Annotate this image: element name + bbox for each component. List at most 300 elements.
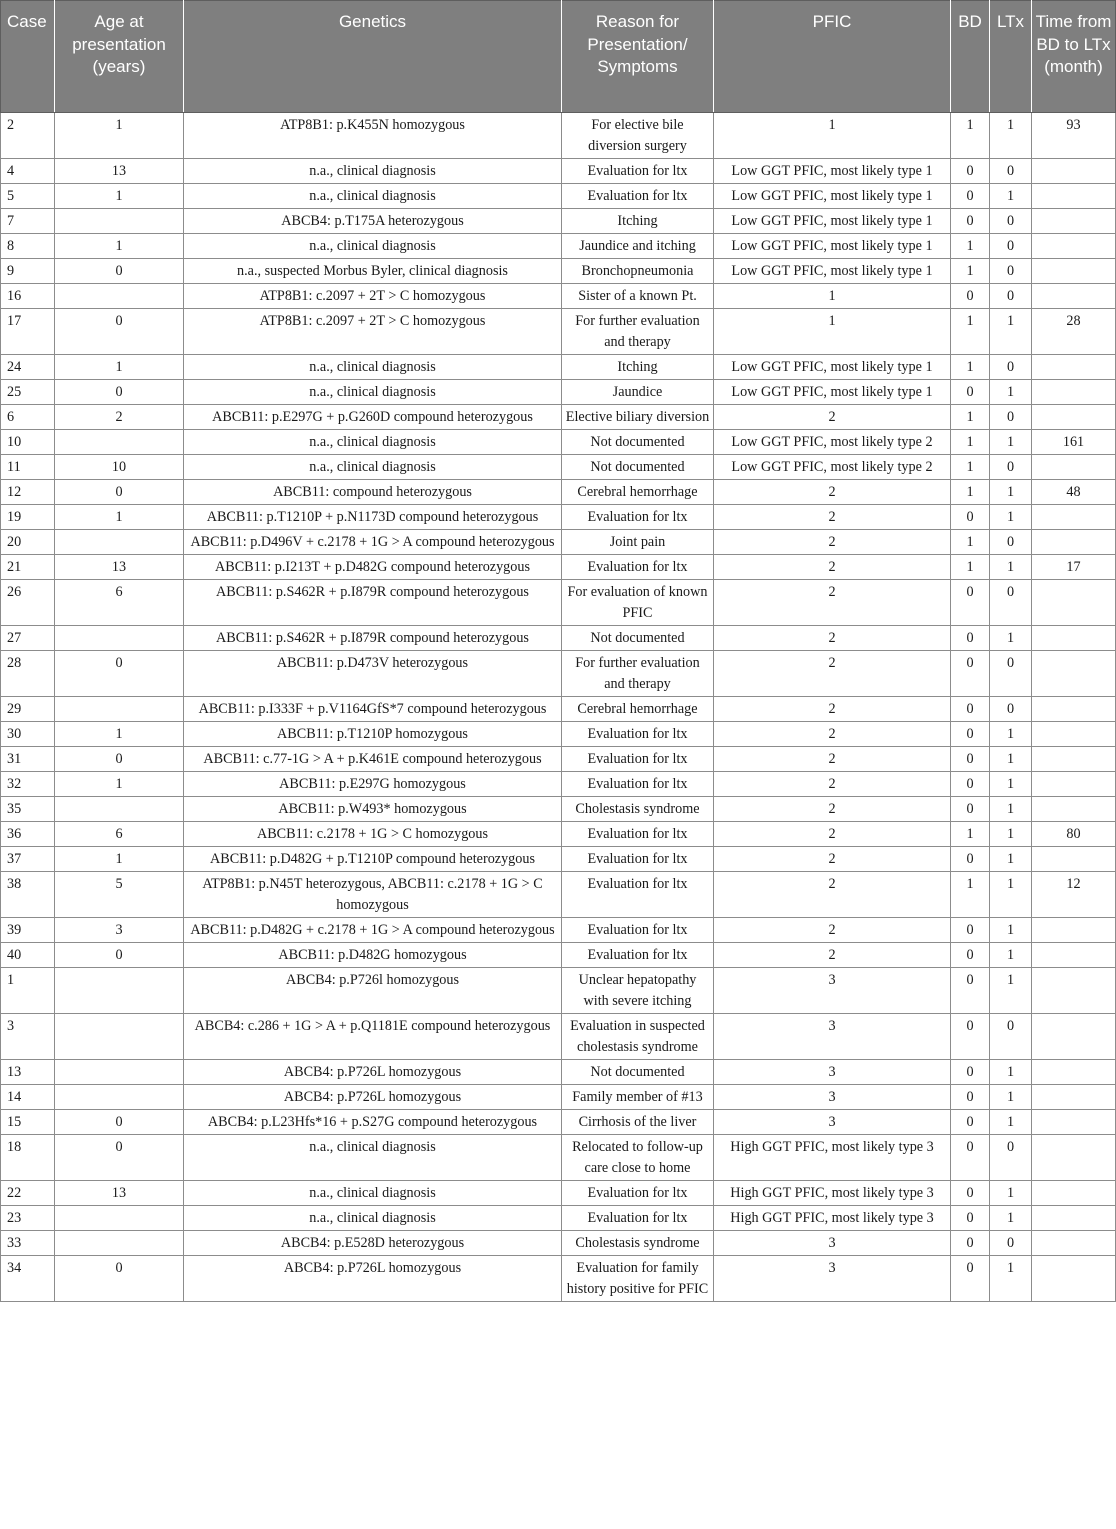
cell-time-bd-ltx: [1032, 234, 1116, 259]
cell-reason: Jaundice: [562, 380, 714, 405]
cell-genetics: n.a., clinical diagnosis: [184, 1206, 562, 1231]
column-header-pfic: PFIC: [714, 1, 951, 113]
cell-time-bd-ltx: [1032, 697, 1116, 722]
cell-genetics: ATP8B1: p.N45T heterozygous, ABCB11: c.2178 + 1G > C homozygous: [184, 872, 562, 918]
cell-bd: 1: [951, 822, 990, 847]
cell-reason: Evaluation for ltx: [562, 872, 714, 918]
cell-ltx: 0: [990, 234, 1032, 259]
cell-reason: Not documented: [562, 455, 714, 480]
cell-age: [55, 1231, 184, 1256]
cell-genetics: n.a., clinical diagnosis: [184, 234, 562, 259]
cell-age: [55, 626, 184, 651]
cell-pfic: 1: [714, 284, 951, 309]
cell-reason: Not documented: [562, 430, 714, 455]
cell-ltx: 0: [990, 1231, 1032, 1256]
table-row: [1, 1256, 1116, 1302]
cell-case: 35: [1, 797, 55, 822]
cell-age: 0: [55, 1256, 184, 1302]
table-row: [1, 1181, 1116, 1206]
cell-pfic: Low GGT PFIC, most likely type 2: [714, 430, 951, 455]
cell-case: 2: [1, 113, 55, 159]
cell-case: 38: [1, 872, 55, 918]
cell-bd: 1: [951, 555, 990, 580]
cell-ltx: 1: [990, 918, 1032, 943]
cell-age: 1: [55, 113, 184, 159]
cell-bd: 0: [951, 1206, 990, 1231]
table-row: [1, 1135, 1116, 1181]
cell-genetics: ABCB11: p.D482G + p.T1210P compound heterozygous: [184, 847, 562, 872]
table-row: [1, 1231, 1116, 1256]
cell-age: 6: [55, 822, 184, 847]
cell-age: [55, 697, 184, 722]
cell-reason: Cholestasis syndrome: [562, 1231, 714, 1256]
cell-time-bd-ltx: [1032, 722, 1116, 747]
cell-pfic: 2: [714, 872, 951, 918]
column-header-age: Age at presentation (years): [55, 1, 184, 113]
cell-bd: 0: [951, 184, 990, 209]
cell-time-bd-ltx: [1032, 1060, 1116, 1085]
cell-bd: 1: [951, 455, 990, 480]
cell-time-bd-ltx: [1032, 355, 1116, 380]
cell-bd: 0: [951, 1135, 990, 1181]
cell-pfic: 2: [714, 797, 951, 822]
table-row: [1, 1060, 1116, 1085]
cell-genetics: n.a., clinical diagnosis: [184, 184, 562, 209]
cell-bd: 1: [951, 234, 990, 259]
cell-reason: Evaluation for ltx: [562, 747, 714, 772]
cell-ltx: 1: [990, 747, 1032, 772]
cell-reason: For further evaluation and therapy: [562, 651, 714, 697]
table-row: [1, 355, 1116, 380]
column-header-ltx: LTx: [990, 1, 1032, 113]
cell-genetics: ABCB11: p.S462R + p.I879R compound heterozygous: [184, 580, 562, 626]
cell-reason: Evaluation for ltx: [562, 847, 714, 872]
cell-bd: 0: [951, 1085, 990, 1110]
table-row: [1, 184, 1116, 209]
cell-pfic: 3: [714, 1085, 951, 1110]
cell-pfic: 1: [714, 113, 951, 159]
cell-case: 8: [1, 234, 55, 259]
cell-age: 0: [55, 943, 184, 968]
column-header-bd: BD: [951, 1, 990, 113]
table-row: [1, 626, 1116, 651]
cell-time-bd-ltx: [1032, 530, 1116, 555]
cell-genetics: n.a., clinical diagnosis: [184, 355, 562, 380]
cell-reason: Evaluation for ltx: [562, 943, 714, 968]
cell-reason: Joint pain: [562, 530, 714, 555]
cell-bd: 0: [951, 651, 990, 697]
cell-reason: Evaluation for ltx: [562, 159, 714, 184]
cell-age: 1: [55, 505, 184, 530]
cell-pfic: Low GGT PFIC, most likely type 1: [714, 159, 951, 184]
table-row: [1, 234, 1116, 259]
cell-time-bd-ltx: [1032, 797, 1116, 822]
table-row: [1, 505, 1116, 530]
cell-time-bd-ltx: 48: [1032, 480, 1116, 505]
cell-time-bd-ltx: [1032, 259, 1116, 284]
cell-case: 1: [1, 968, 55, 1014]
cell-case: 25: [1, 380, 55, 405]
cell-time-bd-ltx: 28: [1032, 309, 1116, 355]
cell-ltx: 0: [990, 455, 1032, 480]
cell-pfic: 3: [714, 1060, 951, 1085]
cell-ltx: 1: [990, 309, 1032, 355]
cell-time-bd-ltx: [1032, 405, 1116, 430]
cell-age: [55, 797, 184, 822]
cell-case: 39: [1, 918, 55, 943]
cell-reason: Evaluation for ltx: [562, 1206, 714, 1231]
header-row: [1, 1, 1116, 113]
cell-time-bd-ltx: [1032, 968, 1116, 1014]
cell-pfic: 2: [714, 480, 951, 505]
cell-reason: Evaluation for ltx: [562, 722, 714, 747]
cell-reason: Evaluation for ltx: [562, 772, 714, 797]
cell-genetics: n.a., clinical diagnosis: [184, 455, 562, 480]
table-row: [1, 284, 1116, 309]
cell-pfic: 2: [714, 405, 951, 430]
cell-bd: 0: [951, 772, 990, 797]
cell-bd: 1: [951, 355, 990, 380]
cell-age: 1: [55, 184, 184, 209]
cell-pfic: 1: [714, 309, 951, 355]
cell-age: [55, 1014, 184, 1060]
cell-pfic: 2: [714, 697, 951, 722]
cell-genetics: ABCB11: c.2178 + 1G > C homozygous: [184, 822, 562, 847]
column-header-time-bd-ltx: Time from BD to LTx (month): [1032, 1, 1116, 113]
cell-time-bd-ltx: [1032, 1135, 1116, 1181]
table-row: [1, 968, 1116, 1014]
cell-pfic: High GGT PFIC, most likely type 3: [714, 1181, 951, 1206]
cell-ltx: 1: [990, 872, 1032, 918]
cell-age: 0: [55, 309, 184, 355]
cell-reason: Evaluation for ltx: [562, 555, 714, 580]
cell-pfic: Low GGT PFIC, most likely type 1: [714, 259, 951, 284]
cell-genetics: n.a., clinical diagnosis: [184, 430, 562, 455]
cell-ltx: 1: [990, 1256, 1032, 1302]
cell-reason: Evaluation for ltx: [562, 184, 714, 209]
cell-genetics: ABCB4: p.P726l homozygous: [184, 968, 562, 1014]
cell-case: 24: [1, 355, 55, 380]
table-row: [1, 405, 1116, 430]
cell-ltx: 0: [990, 284, 1032, 309]
cell-bd: 0: [951, 380, 990, 405]
cell-genetics: ATP8B1: p.K455N homozygous: [184, 113, 562, 159]
cell-reason: Sister of a known Pt.: [562, 284, 714, 309]
cell-bd: 1: [951, 309, 990, 355]
cell-case: 12: [1, 480, 55, 505]
cell-case: 26: [1, 580, 55, 626]
cell-pfic: High GGT PFIC, most likely type 3: [714, 1135, 951, 1181]
cell-bd: 0: [951, 505, 990, 530]
table-row: [1, 159, 1116, 184]
cell-bd: 1: [951, 480, 990, 505]
cell-reason: Cerebral hemorrhage: [562, 697, 714, 722]
cell-pfic: 2: [714, 580, 951, 626]
cell-age: 1: [55, 234, 184, 259]
cell-reason: Family member of #13: [562, 1085, 714, 1110]
cell-case: 23: [1, 1206, 55, 1231]
cell-reason: Cerebral hemorrhage: [562, 480, 714, 505]
cell-age: [55, 1085, 184, 1110]
cell-time-bd-ltx: [1032, 747, 1116, 772]
cell-bd: 0: [951, 209, 990, 234]
cell-case: 15: [1, 1110, 55, 1135]
table-row: [1, 455, 1116, 480]
cell-ltx: 1: [990, 505, 1032, 530]
cell-ltx: 0: [990, 530, 1032, 555]
cell-reason: Cirrhosis of the liver: [562, 1110, 714, 1135]
cell-bd: 1: [951, 872, 990, 918]
cell-pfic: 2: [714, 530, 951, 555]
table-row: [1, 722, 1116, 747]
cell-ltx: 1: [990, 430, 1032, 455]
cell-genetics: ABCB11: p.S462R + p.I879R compound heterozygous: [184, 626, 562, 651]
cell-ltx: 1: [990, 555, 1032, 580]
cell-genetics: ABCB11: p.E297G homozygous: [184, 772, 562, 797]
cell-case: 10: [1, 430, 55, 455]
cell-bd: 0: [951, 943, 990, 968]
cell-bd: 0: [951, 797, 990, 822]
cell-case: 9: [1, 259, 55, 284]
cell-reason: Cholestasis syndrome: [562, 797, 714, 822]
cell-reason: For evaluation of known PFIC: [562, 580, 714, 626]
cell-pfic: High GGT PFIC, most likely type 3: [714, 1206, 951, 1231]
cell-age: [55, 209, 184, 234]
cell-ltx: 0: [990, 1014, 1032, 1060]
table-row: [1, 1085, 1116, 1110]
cell-ltx: 1: [990, 968, 1032, 1014]
cell-case: 40: [1, 943, 55, 968]
cell-age: 3: [55, 918, 184, 943]
cell-ltx: 1: [990, 797, 1032, 822]
cell-bd: 0: [951, 747, 990, 772]
table-row: [1, 430, 1116, 455]
cell-age: 13: [55, 1181, 184, 1206]
cell-time-bd-ltx: [1032, 159, 1116, 184]
cell-case: 22: [1, 1181, 55, 1206]
cell-bd: 0: [951, 284, 990, 309]
cell-age: 10: [55, 455, 184, 480]
cell-ltx: 0: [990, 405, 1032, 430]
cell-case: 27: [1, 626, 55, 651]
cell-bd: 0: [951, 1110, 990, 1135]
cell-reason: Jaundice and itching: [562, 234, 714, 259]
cell-pfic: 2: [714, 651, 951, 697]
table-row: [1, 580, 1116, 626]
cell-ltx: 1: [990, 184, 1032, 209]
cell-pfic: 2: [714, 747, 951, 772]
cell-reason: Evaluation for ltx: [562, 505, 714, 530]
cell-case: 37: [1, 847, 55, 872]
cell-time-bd-ltx: 17: [1032, 555, 1116, 580]
cell-bd: 1: [951, 405, 990, 430]
cell-reason: Evaluation in suspected cholestasis syndrome: [562, 1014, 714, 1060]
cell-genetics: ABCB11: c.77-1G > A + p.K461E compound heterozygous: [184, 747, 562, 772]
cell-ltx: 0: [990, 209, 1032, 234]
cell-reason: Itching: [562, 355, 714, 380]
cell-time-bd-ltx: [1032, 209, 1116, 234]
cell-case: 31: [1, 747, 55, 772]
cell-pfic: Low GGT PFIC, most likely type 2: [714, 455, 951, 480]
cell-age: 13: [55, 555, 184, 580]
cell-time-bd-ltx: [1032, 651, 1116, 697]
cell-bd: 1: [951, 259, 990, 284]
cell-case: 20: [1, 530, 55, 555]
cell-case: 36: [1, 822, 55, 847]
cell-pfic: 2: [714, 555, 951, 580]
cell-case: 7: [1, 209, 55, 234]
cell-case: 34: [1, 1256, 55, 1302]
cell-time-bd-ltx: [1032, 918, 1116, 943]
cell-pfic: Low GGT PFIC, most likely type 1: [714, 184, 951, 209]
cell-age: [55, 968, 184, 1014]
table-body: [1, 113, 1116, 1302]
cell-age: 5: [55, 872, 184, 918]
cell-bd: 0: [951, 1231, 990, 1256]
cell-bd: 0: [951, 847, 990, 872]
table-row: [1, 651, 1116, 697]
cell-time-bd-ltx: 93: [1032, 113, 1116, 159]
cell-case: 21: [1, 555, 55, 580]
cell-genetics: n.a., clinical diagnosis: [184, 1135, 562, 1181]
table-row: [1, 1110, 1116, 1135]
table-row: [1, 309, 1116, 355]
cell-genetics: ABCB4: p.T175A heterozygous: [184, 209, 562, 234]
cell-ltx: 1: [990, 772, 1032, 797]
cell-bd: 0: [951, 1060, 990, 1085]
cell-pfic: 3: [714, 1256, 951, 1302]
cell-age: 6: [55, 580, 184, 626]
cell-genetics: ABCB4: p.E528D heterozygous: [184, 1231, 562, 1256]
cell-pfic: 2: [714, 772, 951, 797]
table-row: [1, 555, 1116, 580]
table-row: [1, 772, 1116, 797]
cell-age: 0: [55, 380, 184, 405]
cell-case: 18: [1, 1135, 55, 1181]
cell-case: 11: [1, 455, 55, 480]
cell-time-bd-ltx: [1032, 284, 1116, 309]
cell-age: [55, 1206, 184, 1231]
cell-pfic: 3: [714, 1014, 951, 1060]
cell-ltx: 1: [990, 1085, 1032, 1110]
cell-genetics: n.a., suspected Morbus Byler, clinical diagnosis: [184, 259, 562, 284]
cell-case: 4: [1, 159, 55, 184]
cell-pfic: Low GGT PFIC, most likely type 1: [714, 209, 951, 234]
table-row: [1, 259, 1116, 284]
cell-age: [55, 430, 184, 455]
table-row: [1, 847, 1116, 872]
cell-time-bd-ltx: 12: [1032, 872, 1116, 918]
cell-pfic: 2: [714, 822, 951, 847]
cell-ltx: 1: [990, 722, 1032, 747]
cell-pfic: 2: [714, 847, 951, 872]
cell-pfic: Low GGT PFIC, most likely type 1: [714, 234, 951, 259]
cell-ltx: 0: [990, 697, 1032, 722]
cell-case: 32: [1, 772, 55, 797]
cell-time-bd-ltx: [1032, 580, 1116, 626]
table-row: [1, 872, 1116, 918]
cell-case: 5: [1, 184, 55, 209]
cell-time-bd-ltx: [1032, 1206, 1116, 1231]
cell-time-bd-ltx: [1032, 1231, 1116, 1256]
cell-reason: Evaluation for family history positive for PFIC: [562, 1256, 714, 1302]
cell-time-bd-ltx: [1032, 626, 1116, 651]
cell-reason: Not documented: [562, 1060, 714, 1085]
cell-genetics: ABCB4: c.286 + 1G > A + p.Q1181E compound heterozygous: [184, 1014, 562, 1060]
cell-case: 19: [1, 505, 55, 530]
table-row: [1, 918, 1116, 943]
cell-genetics: ABCB11: p.D482G homozygous: [184, 943, 562, 968]
cell-bd: 0: [951, 1014, 990, 1060]
cell-age: 1: [55, 722, 184, 747]
table-row: [1, 943, 1116, 968]
cell-genetics: ABCB11: p.I213T + p.D482G compound heterozygous: [184, 555, 562, 580]
cell-age: 1: [55, 355, 184, 380]
cell-ltx: 0: [990, 159, 1032, 184]
cell-reason: For further evaluation and therapy: [562, 309, 714, 355]
cell-ltx: 1: [990, 1110, 1032, 1135]
cell-ltx: 0: [990, 355, 1032, 380]
cell-time-bd-ltx: 80: [1032, 822, 1116, 847]
cell-reason: Bronchopneumonia: [562, 259, 714, 284]
cell-reason: Evaluation for ltx: [562, 822, 714, 847]
cell-pfic: 3: [714, 968, 951, 1014]
cell-case: 28: [1, 651, 55, 697]
cell-ltx: 0: [990, 651, 1032, 697]
cell-genetics: ABCB11: p.E297G + p.G260D compound heterozygous: [184, 405, 562, 430]
column-header-reason: Reason for Presentation/ Symptoms: [562, 1, 714, 113]
cell-pfic: Low GGT PFIC, most likely type 1: [714, 380, 951, 405]
cell-time-bd-ltx: [1032, 505, 1116, 530]
cell-age: 2: [55, 405, 184, 430]
table-row: [1, 113, 1116, 159]
cell-reason: Not documented: [562, 626, 714, 651]
cell-ltx: 1: [990, 943, 1032, 968]
cell-genetics: n.a., clinical diagnosis: [184, 159, 562, 184]
cell-time-bd-ltx: [1032, 1085, 1116, 1110]
cell-ltx: 1: [990, 480, 1032, 505]
cell-reason: Evaluation for ltx: [562, 918, 714, 943]
column-header-case: Case: [1, 1, 55, 113]
cell-pfic: 3: [714, 1110, 951, 1135]
cell-genetics: ABCB11: p.T1210P + p.N1173D compound heterozygous: [184, 505, 562, 530]
cell-genetics: n.a., clinical diagnosis: [184, 380, 562, 405]
table-row: [1, 1014, 1116, 1060]
cell-reason: Unclear hepatopathy with severe itching: [562, 968, 714, 1014]
cell-time-bd-ltx: [1032, 847, 1116, 872]
cell-age: 0: [55, 1135, 184, 1181]
cell-time-bd-ltx: [1032, 1181, 1116, 1206]
cell-reason: Elective biliary diversion: [562, 405, 714, 430]
cell-ltx: 1: [990, 1181, 1032, 1206]
cell-time-bd-ltx: [1032, 1110, 1116, 1135]
cell-age: 0: [55, 1110, 184, 1135]
cell-genetics: ABCB11: p.W493* homozygous: [184, 797, 562, 822]
cell-age: [55, 1060, 184, 1085]
table-row: [1, 530, 1116, 555]
cell-ltx: 0: [990, 580, 1032, 626]
cell-ltx: 1: [990, 1060, 1032, 1085]
cell-reason: Evaluation for ltx: [562, 1181, 714, 1206]
cell-bd: 0: [951, 580, 990, 626]
cell-case: 30: [1, 722, 55, 747]
cell-reason: For elective bile diversion surgery: [562, 113, 714, 159]
cell-age: 0: [55, 259, 184, 284]
cell-bd: 0: [951, 1256, 990, 1302]
cell-pfic: Low GGT PFIC, most likely type 1: [714, 355, 951, 380]
cell-reason: Itching: [562, 209, 714, 234]
table-row: [1, 797, 1116, 822]
